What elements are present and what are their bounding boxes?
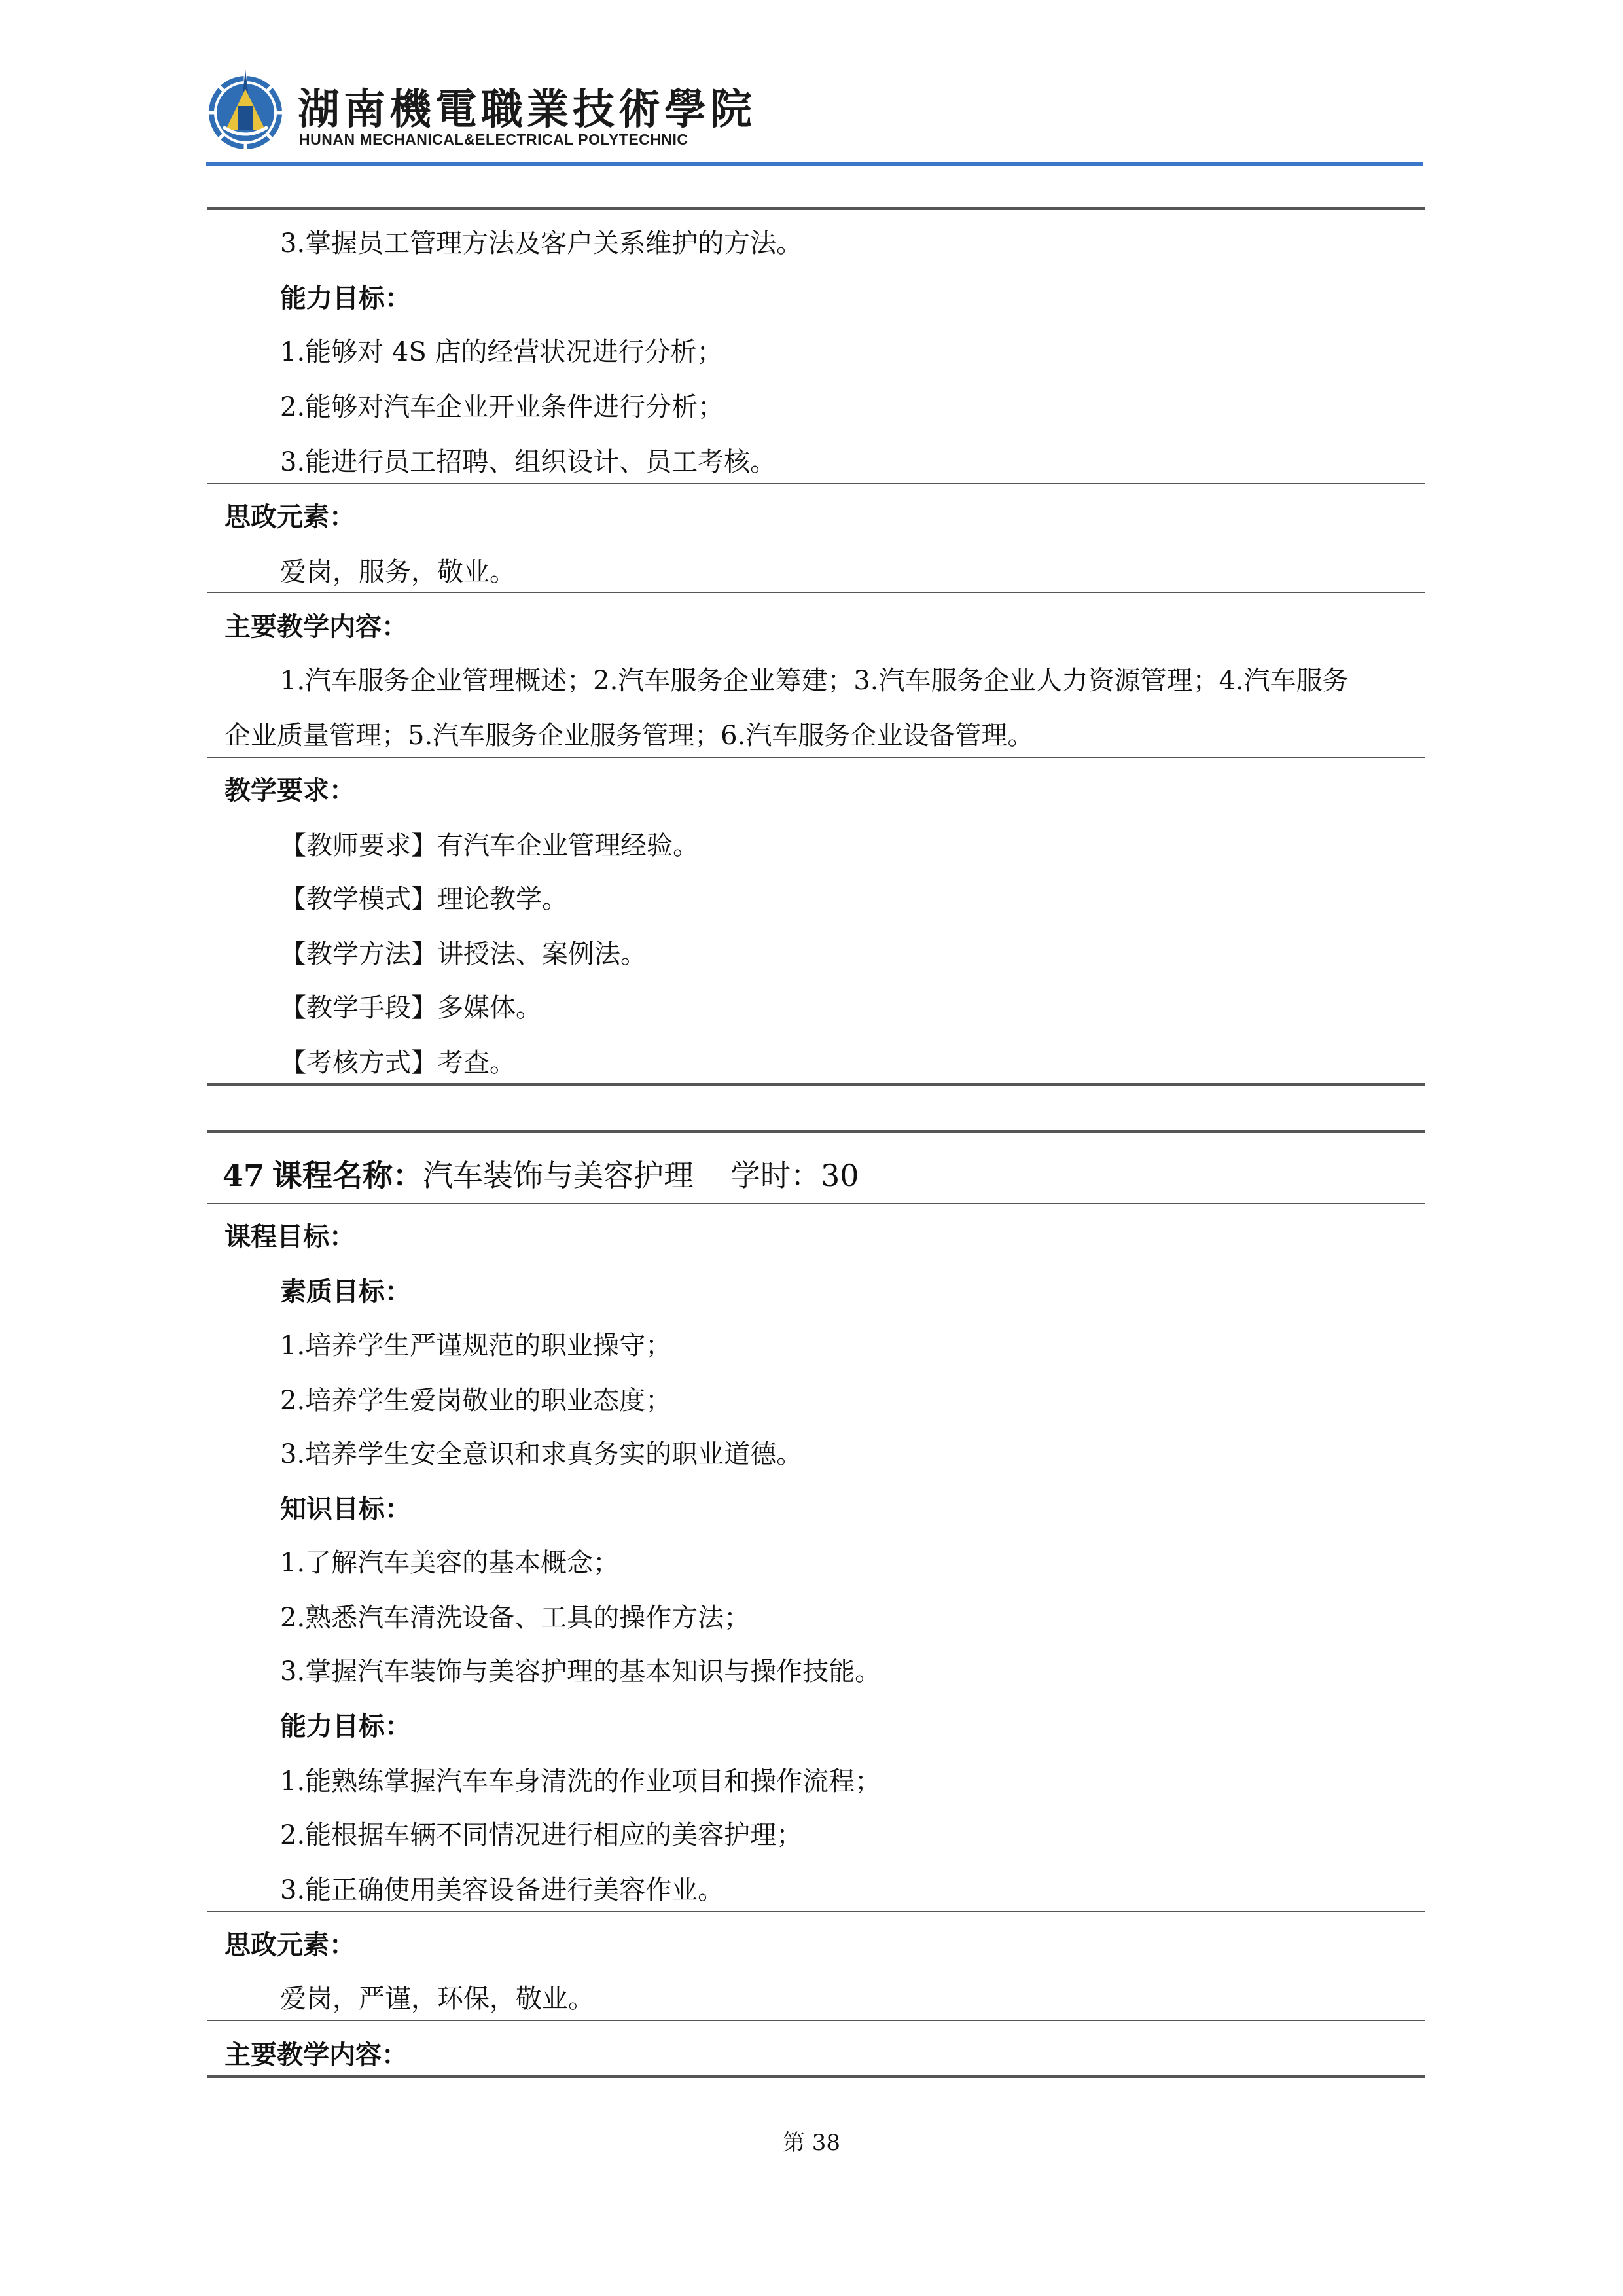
table-border-bottom	[207, 2075, 1425, 2078]
table-border-top	[207, 1130, 1425, 1133]
course-name-label: 课程名称：	[272, 1158, 423, 1193]
course-name: 汽车装饰与美容护理	[423, 1158, 694, 1193]
requirements-heading: 教学要求：	[224, 775, 355, 806]
ideology-heading: 思政元素：	[224, 1929, 355, 1960]
row-divider	[207, 1203, 1425, 1204]
knowledge-item: 1.了解汽车美容的基本概念；	[280, 1548, 620, 1578]
requirement-item: 【教学方法】讲授法、案例法。	[280, 939, 647, 969]
row-divider	[207, 592, 1425, 593]
college-name-cn: 湖南機電職業技術學院	[298, 85, 756, 134]
ability-item: 3.能进行员工招聘、组织设计、员工考核。	[280, 447, 777, 477]
course-hours-label: 学时：	[730, 1158, 821, 1193]
quality-item: 2.培养学生爱岗敬业的职业态度；	[280, 1386, 672, 1416]
ability-item: 1.能够对 4S 店的经营状况进行分析；	[280, 337, 723, 367]
row-divider	[207, 757, 1425, 758]
requirement-item: 【教学模式】理论教学。	[280, 884, 568, 914]
quality-item: 1.培养学生严谨规范的职业操守；	[280, 1331, 672, 1361]
course-hours: 30	[821, 1158, 859, 1193]
knowledge-item: 3.掌握汽车装饰与美容护理的基本知识与操作技能。	[280, 1657, 882, 1687]
ideology-text: 爱岗，服务，敬业。	[280, 557, 516, 587]
requirement-item: 【教学手段】多媒体。	[280, 993, 542, 1023]
ideology-text: 爱岗，严谨，环保，敬业。	[280, 1984, 594, 2014]
college-name-en: HUNAN MECHANICAL&ELECTRICAL POLYTECHNIC	[299, 131, 688, 148]
row-divider	[207, 483, 1425, 484]
ability-item: 2.能够对汽车企业开业条件进行分析；	[280, 392, 724, 422]
row-divider	[207, 2020, 1425, 2021]
ability-item: 1.能熟练掌握汽车车身清洗的作业项目和操作流程；	[280, 1767, 882, 1797]
ability-item: 3.能正确使用美容设备进行美容作业。	[280, 1875, 724, 1905]
course-number: 47	[223, 1158, 265, 1193]
header-rule	[206, 162, 1423, 166]
quality-item: 3.培养学生安全意识和求真务实的职业道德。	[280, 1439, 803, 1469]
knowledge-item: 2.熟悉汽车清洗设备、工具的操作方法；	[280, 1603, 751, 1633]
ability-heading: 能力目标：	[280, 283, 411, 314]
ideology-heading: 思政元素：	[224, 501, 355, 532]
content-heading: 主要教学内容：	[224, 2039, 408, 2070]
table-border-bottom	[207, 1083, 1425, 1086]
page-header	[206, 63, 1423, 168]
knowledge-heading: 知识目标：	[280, 1494, 411, 1524]
knowledge-item: 3.掌握员工管理方法及客户关系维护的方法。	[280, 228, 803, 259]
quality-heading: 素质目标：	[280, 1276, 411, 1307]
row-divider	[207, 1911, 1425, 1912]
content-heading: 主要教学内容：	[224, 611, 408, 642]
table-border-top	[207, 207, 1425, 210]
goals-heading: 课程目标：	[224, 1221, 355, 1252]
page-number: 第 38	[782, 2130, 841, 2156]
ability-item: 2.能根据车辆不同情况进行相应的美容护理；	[280, 1820, 803, 1850]
content-text: 1.汽车服务企业管理概述；2.汽车服务企业筹建；3.汽车服务企业人力资源管理；4.汽车服务	[280, 666, 1349, 696]
requirement-item: 【教师要求】有汽车企业管理经验。	[280, 831, 699, 861]
content-text: 企业质量管理；5.汽车服务企业服务管理；6.汽车服务企业设备管理。	[224, 721, 1034, 751]
college-emblem-icon	[206, 67, 285, 152]
requirement-item: 【考核方式】考查。	[280, 1048, 516, 1078]
course-title-row	[223, 1157, 859, 1196]
ability-heading: 能力目标：	[280, 1711, 411, 1742]
